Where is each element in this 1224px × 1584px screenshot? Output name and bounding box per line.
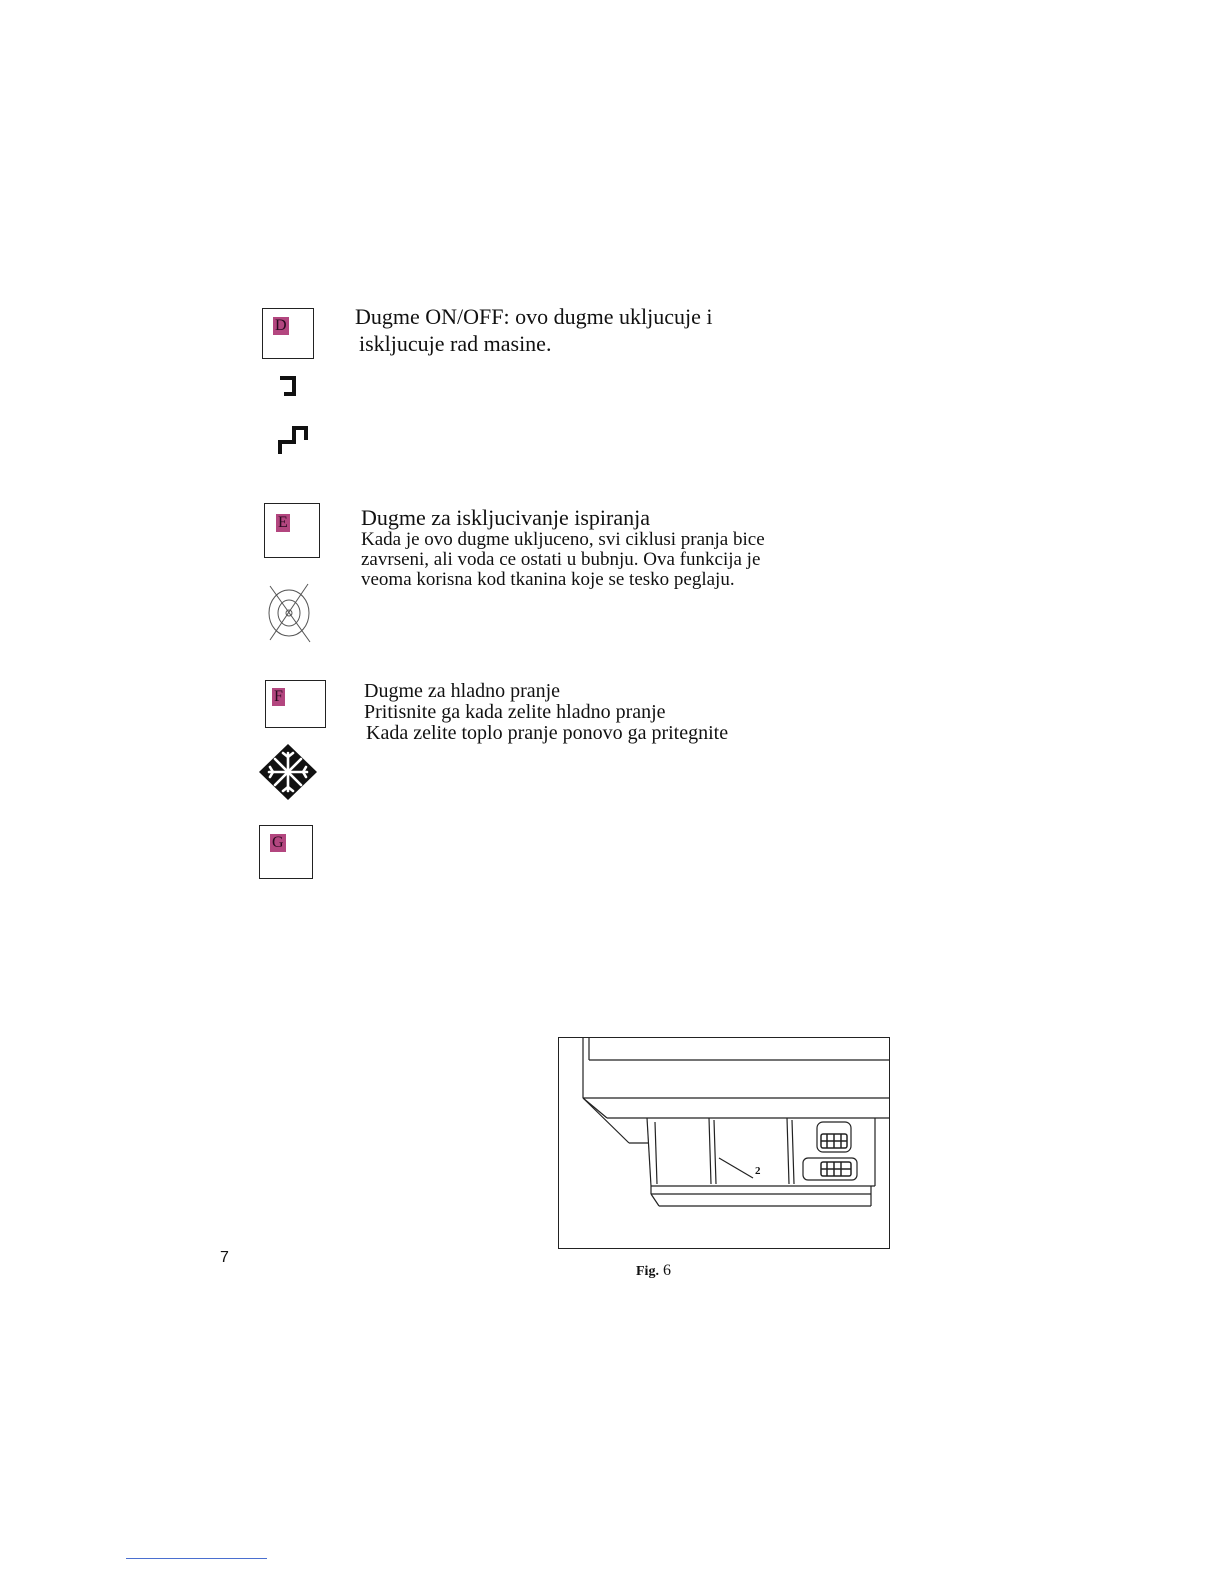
page-number: 7 — [220, 1249, 229, 1266]
letter-g: G — [272, 834, 284, 851]
section-d-title: Dugme ON/OFF: ovo dugme ukljucuje i — [355, 304, 713, 329]
section-f-body-line-2: Kada zelite toplo pranje ponovo ga pritegnite — [366, 722, 729, 744]
figure-6-detergent-drawer — [558, 1037, 890, 1249]
figure-caption — [636, 1262, 671, 1280]
figure-label-2: 2 — [755, 1165, 761, 1177]
button-box-d — [262, 308, 314, 359]
section-e-body-line-1: Kada je ovo dugme ukljuceno, svi ciklusi pranja bice — [361, 529, 765, 550]
detergent-drawer-drawing — [559, 1038, 889, 1248]
section-e-body-line-3: veoma korisna kod tkanina koje se tesko peglaju. — [361, 569, 735, 590]
button-box-g — [259, 825, 313, 879]
section-e-title: Dugme za iskljucivanje ispiranja — [361, 505, 650, 530]
section-f-title: Dugme za hladno pranje — [364, 680, 561, 702]
section-f-body-line-1: Pritisnite ga kada zelite hladno pranje — [364, 701, 666, 723]
section-d-body-line-1: iskljucuje rad masine. — [359, 331, 552, 356]
footnote-rule — [126, 1558, 267, 1559]
figure-caption-prefix: Fig. — [636, 1264, 659, 1279]
button-box-f — [265, 680, 326, 728]
no-spin-crossed-icon — [264, 582, 314, 644]
letter-f: F — [274, 688, 283, 705]
snowflake-icon — [258, 743, 318, 801]
figure-caption-number: 6 — [662, 1262, 671, 1279]
on-off-step-icon — [276, 372, 312, 464]
letter-d: D — [275, 317, 287, 334]
section-e-body-line-2: zavrseni, ali voda ce ostati u bubnju. Ova funkcija je — [361, 549, 761, 570]
letter-e: E — [278, 514, 288, 531]
button-box-e — [264, 503, 320, 558]
